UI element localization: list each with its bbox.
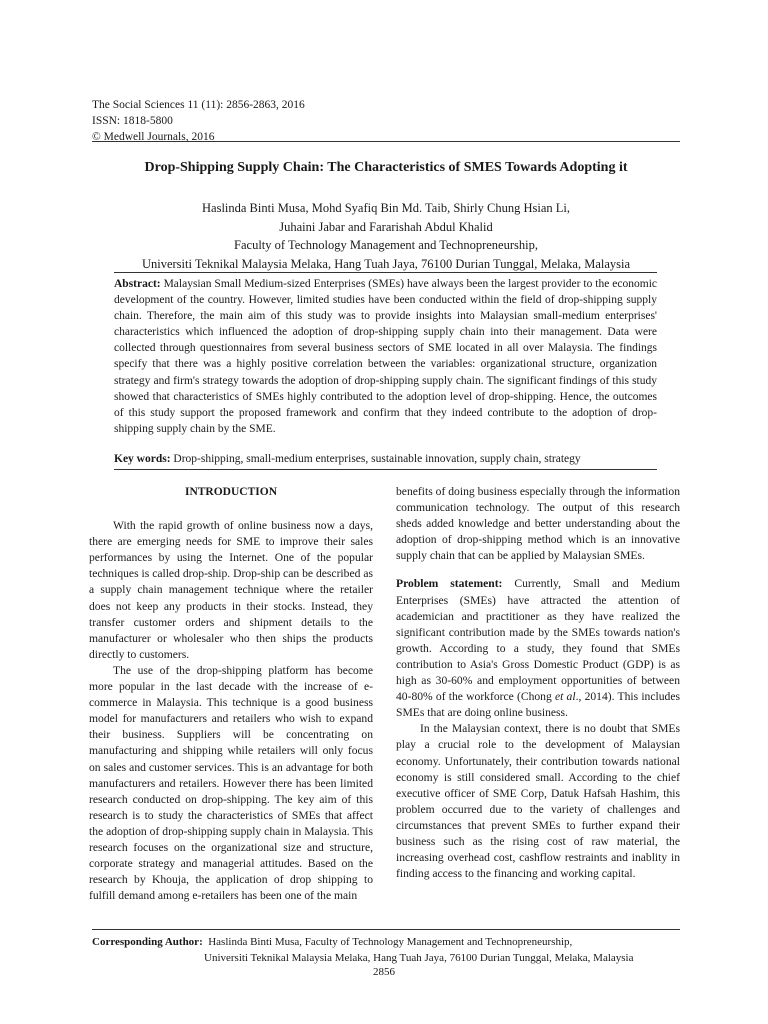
- journal-citation: The Social Sciences 11 (11): 2856-2863, 2016: [92, 99, 305, 111]
- footer-divider: [92, 929, 680, 930]
- page-number: 2856: [373, 966, 395, 978]
- citation-et-al: et al: [554, 690, 576, 704]
- paragraph: The use of the drop-shipping platform has become more popular in the last decade with the increase of e-commerce in Malaysia. This technique is a good business model for manufacturers and retailers who wish to expand their business. Suppliers will be concentrating on manufacturing and shipping while retailers will only focus on sales and customer services. This is an advantage for both manufacturers and retailers. However there has been limited research conducted on drop-shipping. The key aim of this research is to study the characteristics of SMEs that affect the adoption of drop-shipping supply chain in Malaysia. This research focuses on the organizational size and structure, corporate strategy and managerial attitudes. Based on the research by Khouja, the application of drop shipping to fulfill demand among e-retailers has been one of the main: [89, 663, 373, 903]
- header-divider: [92, 141, 680, 142]
- keywords: [114, 453, 657, 465]
- journal-header: [92, 97, 305, 145]
- abstract-top-divider: [114, 272, 657, 273]
- right-column: [396, 484, 680, 882]
- abstract-text: Malaysian Small Medium-sized Enterprises (SMEs) have always been the largest provider to the economic development of the country. However, limited studies have been conducted within the field of drop-shipping supply chain. Therefore, the main aim of this study was to provide insights into Malaysian small-medium enterprises' characteristics which influenced the adoption of drop-shipping supply chain into their management. Data were collected through questionnaires from several business sectors of SME located in all over Malaysia. The findings specify that there was a highly positive correlation between the variables: organizational structure, organization strategy and firm's strategy towards the adoption of drop-shipping supply chain. The significant findings of this study showed that characteristics of SMEs highly contributed to the adoption level of drop-shipping. Hence, the outcomes of this study support the proposed framework and confirm that they indeed contribute to the adoption of drop-shipping supply chain by the SME.: [114, 278, 658, 435]
- abstract: [114, 276, 657, 437]
- affiliation-line-2: Universiti Teknikal Malaysia Melaka, Hang Tuah Jaya, 76100 Durian Tunggal, Melaka, Malaysia: [141, 256, 631, 271]
- abstract-bottom-divider: [114, 469, 657, 470]
- keywords-label: Key words:: [114, 453, 171, 465]
- journal-copyright: © Medwell Journals, 2016: [92, 131, 215, 143]
- problem-statement-label: Problem statement:: [396, 577, 503, 591]
- corresponding-author-label: Corresponding Author:: [92, 936, 203, 948]
- abstract-label: Abstract:: [114, 278, 161, 290]
- corresponding-author: [92, 935, 680, 966]
- paper-title: Drop-Shipping Supply Chain: The Characteristics of SMES Towards Adopting it: [144, 160, 628, 175]
- author-line-2: Juhaini Jabar and Fararishah Abdul Khalid: [279, 219, 493, 234]
- corresponding-author-line-2: Universiti Teknikal Malaysia Melaka, Hang Tuah Jaya, 76100 Durian Tunggal, Melaka, Malaysia: [204, 951, 634, 964]
- corresponding-author-line-1: Haslinda Binti Musa, Faculty of Technology Management and Technopreneurship,: [208, 936, 573, 948]
- problem-statement-paragraph: [396, 576, 680, 721]
- left-column: [89, 484, 373, 904]
- problem-text-a: Currently, Small and Medium Enterprises (SMEs) have attracted the attention of academician and practitioner as they have realized the significant contribution made by the SMEs towards nation's growth. According to a study, they found that SMEs contribution to Asia's Gross Domestic Product (GDP) is as high as 30-60% and employment opportunities of between 40-80% of the workforce (Chong: [396, 577, 680, 704]
- paragraph: benefits of doing business especially through the information communication technology. The output of this research sheds added knowledge and better understanding about the adoption of drop-shipping method which is an innovative supply chain that can be applied by Malaysian SMEs.: [396, 485, 680, 563]
- author-block: [92, 199, 680, 273]
- problem-text-b: ., 2014). This includes SMEs that are doing online business.: [396, 690, 680, 720]
- affiliation-line-1: Faculty of Technology Management and Technopreneurship,: [234, 238, 538, 252]
- author-line-1: Haslinda Binti Musa, Mohd Syafiq Bin Md. Taib, Shirly Chung Hsian Li,: [202, 201, 570, 215]
- keywords-text: Drop-shipping, small-medium enterprises, sustainable innovation, supply chain, strategy: [173, 453, 581, 465]
- paragraph: With the rapid growth of online business now a days, there are emerging needs for SME to improve their sales performances by using the Internet. One of the popular techniques is called drop-ship. Drop-ship can be described as a supply chain management technique where the retailer does not keep any products in their stocks. Instead, they transfer customer orders and shipment details to the manufacturer or wholesaler who then ships the products directly to customers.: [89, 519, 373, 661]
- journal-issn: ISSN: 1818-5800: [92, 115, 173, 127]
- paragraph: In the Malaysian context, there is no doubt that SMEs play a crucial role to the development of Malaysian economy. Unfortunately, their contribution towards national economy is still considered small. According to the chief executive officer of SME Corp, Datuk Hafsah Hashim, this problem occurred due to the variety of challenges and circumstances that prevent SMEs to further expand their business such as the rising cost of raw material, the increasing overhead cost, cashflow restraints and inablity in finding access to the financing and working capital.: [396, 722, 680, 881]
- section-heading-introduction: INTRODUCTION: [184, 486, 277, 498]
